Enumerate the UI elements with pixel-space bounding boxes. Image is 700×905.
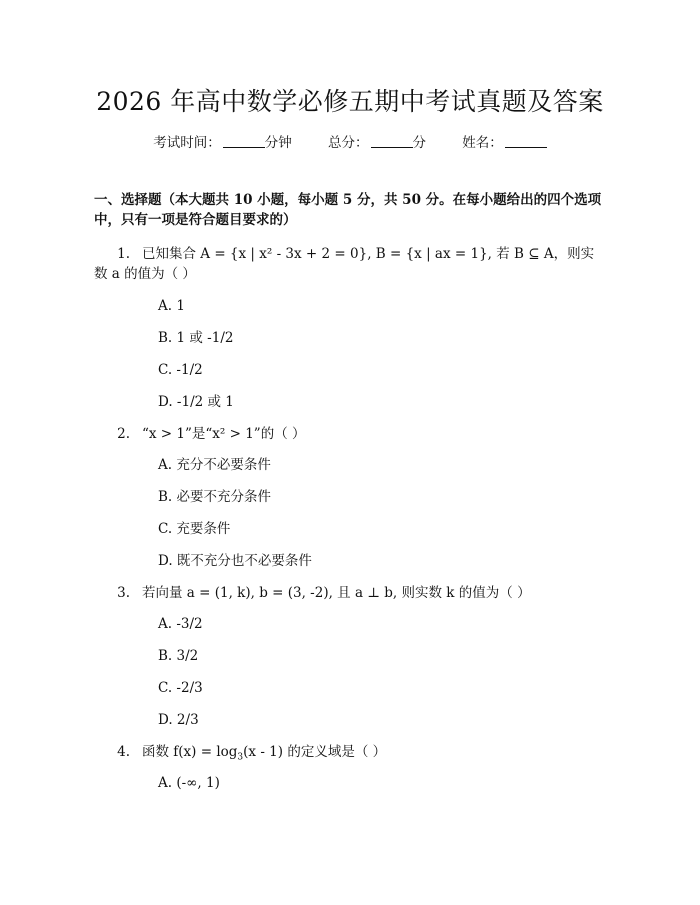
option-1a: A. 1 xyxy=(158,298,185,314)
question-stem: “x > 1”是“x² > 1”的（ ） xyxy=(142,426,306,442)
option-3a: A. -3/2 xyxy=(158,616,203,632)
time-field xyxy=(153,135,292,151)
question-number: 4. xyxy=(117,744,130,760)
option-3d: D. 2/3 xyxy=(158,712,199,728)
question-3 xyxy=(94,583,604,603)
option-2c: C. 充要条件 xyxy=(158,521,231,537)
score-blank xyxy=(371,135,413,148)
question-number: 1. xyxy=(117,246,130,262)
time-label: 考试时间： xyxy=(153,135,221,151)
option-1b: B. 1 或 -1/2 xyxy=(158,330,234,346)
question-stem-prefix: 函数 f(x) = log xyxy=(142,744,238,760)
name-blank xyxy=(505,135,547,148)
score-unit: 分 xyxy=(412,135,426,151)
question-number: 3. xyxy=(117,585,130,601)
time-blank xyxy=(223,135,265,148)
option-4a: A. (-∞, 1) xyxy=(158,775,220,791)
option-3b: B. 3/2 xyxy=(158,648,199,664)
time-unit: 分钟 xyxy=(264,135,292,151)
name-field xyxy=(462,135,547,151)
option-1c: C. -1/2 xyxy=(158,362,203,378)
exam-meta xyxy=(0,131,700,151)
score-field xyxy=(328,135,426,151)
name-label: 姓名： xyxy=(462,135,503,151)
log-base: 3 xyxy=(237,752,244,763)
question-stem: 已知集合 A = {x | x² - 3x + 2 = 0}, B = {x | ax = 1}, 若 B ⊆ A，则实数 a 的值为（ ） xyxy=(94,246,595,282)
question-2 xyxy=(94,424,604,444)
question-4 xyxy=(94,742,604,768)
option-1d: D. -1/2 或 1 xyxy=(158,394,234,410)
question-number: 2. xyxy=(117,426,130,442)
exam-title: 2026 年高中数学必修五期中考试真题及答案 xyxy=(96,87,604,116)
option-2a: A. 充分不必要条件 xyxy=(158,457,271,473)
question-stem: 若向量 a = (1, k), b = (3, -2), 且 a ⊥ b, 则实数 k 的值为（ ） xyxy=(142,585,531,601)
option-2b: B. 必要不充分条件 xyxy=(158,489,272,505)
option-3c: C. -2/3 xyxy=(158,680,203,696)
option-2d: D. 既不充分也不必要条件 xyxy=(158,553,312,569)
score-label: 总分： xyxy=(328,135,369,151)
question-stem-suffix: (x - 1) 的定义域是（ ） xyxy=(243,744,387,760)
section-heading: 一、选择题（本大题共 10 小题，每小题 5 分，共 50 分。在每小题给出的四个选项中，只有一项是符合题目要求的） xyxy=(94,192,602,228)
question-1 xyxy=(94,244,604,284)
